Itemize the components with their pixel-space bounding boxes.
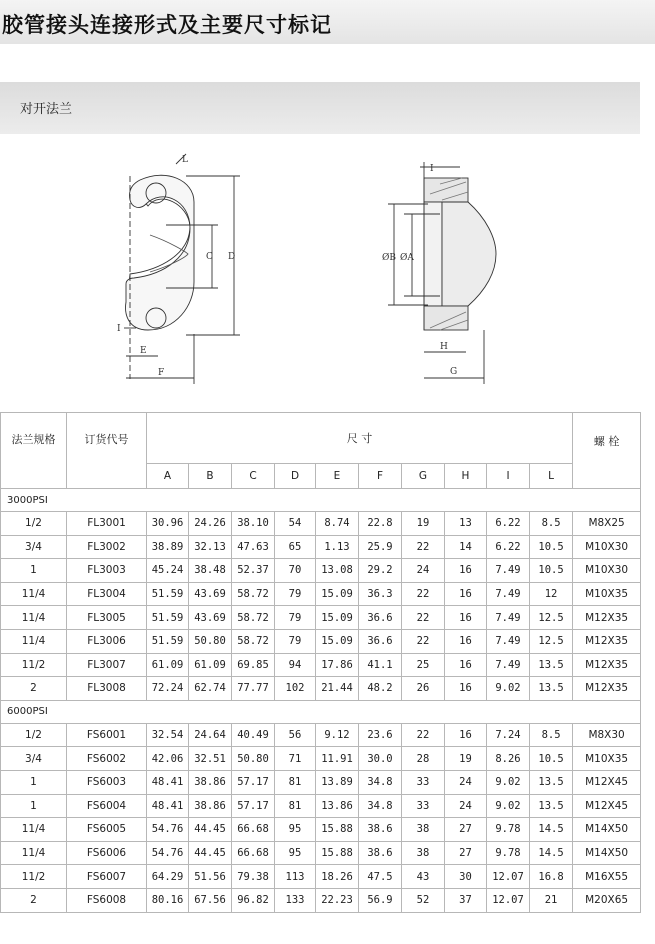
cell-bolt: M10X30 (573, 535, 641, 559)
cell-order-code: FS6001 (67, 723, 147, 747)
dim-label-L: L (182, 155, 188, 165)
flange-front-view (126, 175, 194, 330)
cell-dim-c: 77.77 (232, 677, 275, 701)
cell-dim-f: 36.6 (359, 606, 402, 630)
cell-dim-a: 51.59 (147, 629, 189, 653)
cell-dim-g: 19 (402, 512, 445, 536)
cell-dim-f: 34.8 (359, 770, 402, 794)
cell-dim-d: 54 (275, 512, 316, 536)
cell-dim-d: 113 (275, 865, 316, 889)
cell-dim-l: 13.5 (530, 770, 573, 794)
cell-dim-i: 8.26 (487, 747, 530, 771)
cell-dim-a: 72.24 (147, 677, 189, 701)
dim-label-H: H (440, 342, 448, 352)
cell-dim-i: 7.49 (487, 559, 530, 583)
column-header-b: B (189, 464, 232, 489)
cell-dim-b: 44.45 (189, 818, 232, 842)
cell-dim-d: 65 (275, 535, 316, 559)
cell-bolt: M12X35 (573, 629, 641, 653)
title-bar (0, 0, 655, 44)
column-header-e: E (316, 464, 359, 489)
cell-dim-i: 12.07 (487, 865, 530, 889)
cell-order-code: FL3001 (67, 512, 147, 536)
cell-spec: 11/4 (1, 818, 67, 842)
cell-dim-h: 16 (445, 559, 487, 583)
table-row (1, 653, 641, 677)
cell-order-code: FS6005 (67, 818, 147, 842)
cell-dim-g: 38 (402, 818, 445, 842)
cell-dim-l: 10.5 (530, 535, 573, 559)
cell-dim-c: 58.72 (232, 582, 275, 606)
header-bolt: 螺 栓 (573, 413, 641, 489)
table-row (1, 629, 641, 653)
cell-bolt: M12X35 (573, 606, 641, 630)
cell-spec: 2 (1, 888, 67, 912)
cell-dim-l: 12.5 (530, 606, 573, 630)
cell-dim-c: 66.68 (232, 818, 275, 842)
cell-dim-e: 1.13 (316, 535, 359, 559)
cell-dim-e: 8.74 (316, 512, 359, 536)
cell-dim-e: 17.86 (316, 653, 359, 677)
cell-dim-h: 37 (445, 888, 487, 912)
cell-dim-b: 43.69 (189, 606, 232, 630)
cell-dim-e: 13.89 (316, 770, 359, 794)
cell-order-code: FS6004 (67, 794, 147, 818)
cell-bolt: M12X45 (573, 770, 641, 794)
cell-dim-i: 9.02 (487, 770, 530, 794)
cell-dim-i: 7.49 (487, 653, 530, 677)
cell-dim-c: 57.17 (232, 794, 275, 818)
spec-table-body (1, 413, 641, 913)
cell-order-code: FL3008 (67, 677, 147, 701)
cell-dim-c: 79.38 (232, 865, 275, 889)
cell-dim-e: 13.86 (316, 794, 359, 818)
cell-dim-g: 38 (402, 841, 445, 865)
column-header-h: H (445, 464, 487, 489)
cell-dim-d: 79 (275, 606, 316, 630)
cell-spec: 3/4 (1, 747, 67, 771)
cell-dim-g: 22 (402, 629, 445, 653)
cell-dim-f: 38.6 (359, 818, 402, 842)
cell-dim-h: 16 (445, 582, 487, 606)
column-header-d: D (275, 464, 316, 489)
cell-dim-l: 10.5 (530, 559, 573, 583)
cell-dim-d: 71 (275, 747, 316, 771)
cell-dim-i: 6.22 (487, 512, 530, 536)
cell-dim-f: 22.8 (359, 512, 402, 536)
flange-drawings (0, 134, 655, 412)
cell-dim-c: 52.37 (232, 559, 275, 583)
cell-dim-f: 25.9 (359, 535, 402, 559)
cell-dim-i: 7.49 (487, 582, 530, 606)
cell-dim-b: 38.48 (189, 559, 232, 583)
cell-dim-l: 21 (530, 888, 573, 912)
cell-dim-c: 58.72 (232, 629, 275, 653)
cell-dim-a: 45.24 (147, 559, 189, 583)
cell-dim-c: 96.82 (232, 888, 275, 912)
dim-label-B: ØB (382, 253, 396, 263)
cell-dim-c: 40.49 (232, 723, 275, 747)
cell-dim-c: 66.68 (232, 841, 275, 865)
cell-dim-a: 61.09 (147, 653, 189, 677)
cell-order-code: FS6003 (67, 770, 147, 794)
cell-dim-f: 41.1 (359, 653, 402, 677)
table-row (1, 723, 641, 747)
cell-dim-h: 27 (445, 841, 487, 865)
cell-dim-d: 94 (275, 653, 316, 677)
cell-dim-l: 16.8 (530, 865, 573, 889)
cell-dim-l: 8.5 (530, 723, 573, 747)
cell-spec: 11/2 (1, 653, 67, 677)
cell-dim-a: 32.54 (147, 723, 189, 747)
cell-bolt: M10X35 (573, 582, 641, 606)
table-row (1, 677, 641, 701)
cell-order-code: FL3003 (67, 559, 147, 583)
table-row (1, 794, 641, 818)
cell-dim-f: 23.6 (359, 723, 402, 747)
cell-dim-h: 16 (445, 723, 487, 747)
cell-dim-h: 13 (445, 512, 487, 536)
cell-dim-l: 14.5 (530, 841, 573, 865)
cell-dim-g: 33 (402, 794, 445, 818)
cell-dim-b: 62.74 (189, 677, 232, 701)
table-row (1, 841, 641, 865)
group-row (1, 489, 641, 512)
cell-dim-d: 79 (275, 582, 316, 606)
cell-dim-f: 29.2 (359, 559, 402, 583)
cell-dim-b: 44.45 (189, 841, 232, 865)
cell-dim-g: 25 (402, 653, 445, 677)
cell-dim-f: 36.6 (359, 629, 402, 653)
cell-bolt: M20X65 (573, 888, 641, 912)
group-row (1, 700, 641, 723)
cell-dim-b: 32.51 (189, 747, 232, 771)
cell-dim-a: 54.76 (147, 818, 189, 842)
cell-bolt: M14X50 (573, 841, 641, 865)
cell-bolt: M12X45 (573, 794, 641, 818)
cell-dim-d: 79 (275, 629, 316, 653)
cell-dim-c: 69.85 (232, 653, 275, 677)
table-row (1, 747, 641, 771)
cell-dim-a: 80.16 (147, 888, 189, 912)
cell-dim-i: 7.49 (487, 629, 530, 653)
cell-dim-l: 13.5 (530, 794, 573, 818)
cell-dim-h: 24 (445, 770, 487, 794)
cell-dim-f: 36.3 (359, 582, 402, 606)
cell-dim-i: 12.07 (487, 888, 530, 912)
cell-dim-f: 30.0 (359, 747, 402, 771)
table-row (1, 888, 641, 912)
cell-spec: 11/4 (1, 841, 67, 865)
cell-dim-a: 30.96 (147, 512, 189, 536)
dim-label-F: F (158, 368, 165, 378)
cell-order-code: FL3006 (67, 629, 147, 653)
table-row (1, 770, 641, 794)
cell-dim-f: 56.9 (359, 888, 402, 912)
cell-dim-e: 13.08 (316, 559, 359, 583)
cell-dim-e: 15.88 (316, 841, 359, 865)
cell-dim-f: 48.2 (359, 677, 402, 701)
dim-label-I: I (117, 324, 121, 334)
cell-dim-l: 10.5 (530, 747, 573, 771)
cell-dim-a: 64.29 (147, 865, 189, 889)
cell-dim-c: 47.63 (232, 535, 275, 559)
cell-dim-d: 95 (275, 818, 316, 842)
cell-dim-a: 48.41 (147, 794, 189, 818)
cell-dim-l: 13.5 (530, 653, 573, 677)
cell-bolt: M10X35 (573, 747, 641, 771)
cell-dim-g: 24 (402, 559, 445, 583)
cell-dim-g: 22 (402, 535, 445, 559)
cell-dim-a: 48.41 (147, 770, 189, 794)
cell-dim-h: 16 (445, 653, 487, 677)
cell-dim-f: 34.8 (359, 794, 402, 818)
column-header-g: G (402, 464, 445, 489)
table-row (1, 606, 641, 630)
cell-dim-h: 30 (445, 865, 487, 889)
cell-dim-i: 9.02 (487, 794, 530, 818)
drawings (0, 134, 655, 412)
cell-bolt: M12X35 (573, 677, 641, 701)
cell-order-code: FL3004 (67, 582, 147, 606)
cell-dim-b: 24.26 (189, 512, 232, 536)
cell-dim-g: 52 (402, 888, 445, 912)
cell-bolt: M14X50 (573, 818, 641, 842)
cell-dim-e: 18.26 (316, 865, 359, 889)
cell-dim-l: 14.5 (530, 818, 573, 842)
table-row (1, 535, 641, 559)
cell-dim-h: 19 (445, 747, 487, 771)
table-row (1, 818, 641, 842)
cell-dim-c: 58.72 (232, 606, 275, 630)
cell-dim-e: 15.09 (316, 582, 359, 606)
cell-spec: 2 (1, 677, 67, 701)
cell-dim-b: 67.56 (189, 888, 232, 912)
cell-dim-e: 15.09 (316, 629, 359, 653)
cell-dim-b: 32.13 (189, 535, 232, 559)
cell-dim-e: 22.23 (316, 888, 359, 912)
cell-dim-b: 43.69 (189, 582, 232, 606)
cell-dim-d: 81 (275, 770, 316, 794)
cell-dim-a: 42.06 (147, 747, 189, 771)
cell-dim-d: 102 (275, 677, 316, 701)
cell-dim-h: 27 (445, 818, 487, 842)
table-row (1, 559, 641, 583)
cell-order-code: FL3005 (67, 606, 147, 630)
cell-dim-a: 51.59 (147, 582, 189, 606)
cell-bolt: M16X55 (573, 865, 641, 889)
table-row (1, 582, 641, 606)
cell-order-code: FS6007 (67, 865, 147, 889)
cell-spec: 1/2 (1, 723, 67, 747)
table-row (1, 865, 641, 889)
cell-dim-l: 8.5 (530, 512, 573, 536)
header-order-code: 订货代号 (67, 413, 147, 489)
column-header-c: C (232, 464, 275, 489)
cell-dim-f: 38.6 (359, 841, 402, 865)
header-spec: 法兰规格 (1, 413, 67, 489)
cell-dim-h: 16 (445, 606, 487, 630)
cell-dim-g: 22 (402, 582, 445, 606)
cell-dim-l: 13.5 (530, 677, 573, 701)
cell-dim-g: 22 (402, 723, 445, 747)
cell-dim-e: 21.44 (316, 677, 359, 701)
cell-order-code: FL3007 (67, 653, 147, 677)
cell-dim-g: 28 (402, 747, 445, 771)
dim-label-G: G (450, 367, 458, 377)
cell-dim-i: 9.78 (487, 818, 530, 842)
cell-spec: 1/2 (1, 512, 67, 536)
cell-order-code: FS6006 (67, 841, 147, 865)
cell-dim-i: 7.49 (487, 606, 530, 630)
cell-spec: 11/4 (1, 629, 67, 653)
header-row (1, 413, 641, 464)
table-row (1, 512, 641, 536)
cell-dim-b: 51.56 (189, 865, 232, 889)
cell-dim-g: 43 (402, 865, 445, 889)
cell-dim-h: 16 (445, 629, 487, 653)
cell-dim-b: 38.86 (189, 794, 232, 818)
dim-label-D: D (228, 252, 236, 262)
cell-dim-e: 11.91 (316, 747, 359, 771)
dim-label-E: E (140, 346, 147, 356)
cell-dim-i: 7.24 (487, 723, 530, 747)
cell-dim-a: 54.76 (147, 841, 189, 865)
cell-dim-i: 6.22 (487, 535, 530, 559)
cell-dim-h: 16 (445, 677, 487, 701)
flange-side-view (424, 178, 496, 330)
dim-label-I-side: I (430, 164, 434, 174)
cell-dim-i: 9.78 (487, 841, 530, 865)
cell-dim-d: 70 (275, 559, 316, 583)
cell-dim-f: 47.5 (359, 865, 402, 889)
cell-dim-g: 33 (402, 770, 445, 794)
cell-dim-b: 61.09 (189, 653, 232, 677)
group-label: 6000PSI (1, 700, 641, 723)
column-header-a: A (147, 464, 189, 489)
cell-dim-d: 56 (275, 723, 316, 747)
cell-dim-b: 50.80 (189, 629, 232, 653)
cell-bolt: M10X30 (573, 559, 641, 583)
dim-label-C: C (206, 252, 213, 262)
cell-dim-i: 9.02 (487, 677, 530, 701)
cell-dim-a: 51.59 (147, 606, 189, 630)
cell-spec: 11/4 (1, 582, 67, 606)
cell-spec: 11/4 (1, 606, 67, 630)
cell-dim-h: 24 (445, 794, 487, 818)
dim-label-A: ØA (400, 253, 414, 263)
cell-dim-c: 38.10 (232, 512, 275, 536)
cell-order-code: FL3002 (67, 535, 147, 559)
cell-dim-e: 15.88 (316, 818, 359, 842)
cell-dim-d: 95 (275, 841, 316, 865)
cell-dim-h: 14 (445, 535, 487, 559)
cell-dim-l: 12 (530, 582, 573, 606)
cell-bolt: M12X35 (573, 653, 641, 677)
cell-dim-d: 133 (275, 888, 316, 912)
cell-spec: 11/2 (1, 865, 67, 889)
cell-dim-l: 12.5 (530, 629, 573, 653)
cell-spec: 3/4 (1, 535, 67, 559)
column-header-f: F (359, 464, 402, 489)
cell-spec: 1 (1, 559, 67, 583)
page-title: 胶管接头连接形式及主要尺寸标记 (2, 13, 332, 37)
cell-dim-b: 24.64 (189, 723, 232, 747)
cell-dim-a: 38.89 (147, 535, 189, 559)
cell-spec: 1 (1, 770, 67, 794)
column-header-i: I (487, 464, 530, 489)
cell-dim-g: 22 (402, 606, 445, 630)
column-header-l: L (530, 464, 573, 489)
section-title: 对开法兰 (20, 102, 73, 117)
cell-dim-g: 26 (402, 677, 445, 701)
cell-order-code: FS6008 (67, 888, 147, 912)
cell-dim-e: 15.09 (316, 606, 359, 630)
cell-order-code: FS6002 (67, 747, 147, 771)
header-dimensions: 尺 寸 (147, 413, 573, 464)
cell-bolt: M8X30 (573, 723, 641, 747)
spec-table (0, 412, 641, 913)
group-label: 3000PSI (1, 489, 641, 512)
section-header (0, 82, 640, 134)
cell-bolt: M8X25 (573, 512, 641, 536)
cell-dim-e: 9.12 (316, 723, 359, 747)
cell-dim-c: 50.80 (232, 747, 275, 771)
cell-dim-d: 81 (275, 794, 316, 818)
cell-dim-c: 57.17 (232, 770, 275, 794)
cell-dim-b: 38.86 (189, 770, 232, 794)
cell-spec: 1 (1, 794, 67, 818)
